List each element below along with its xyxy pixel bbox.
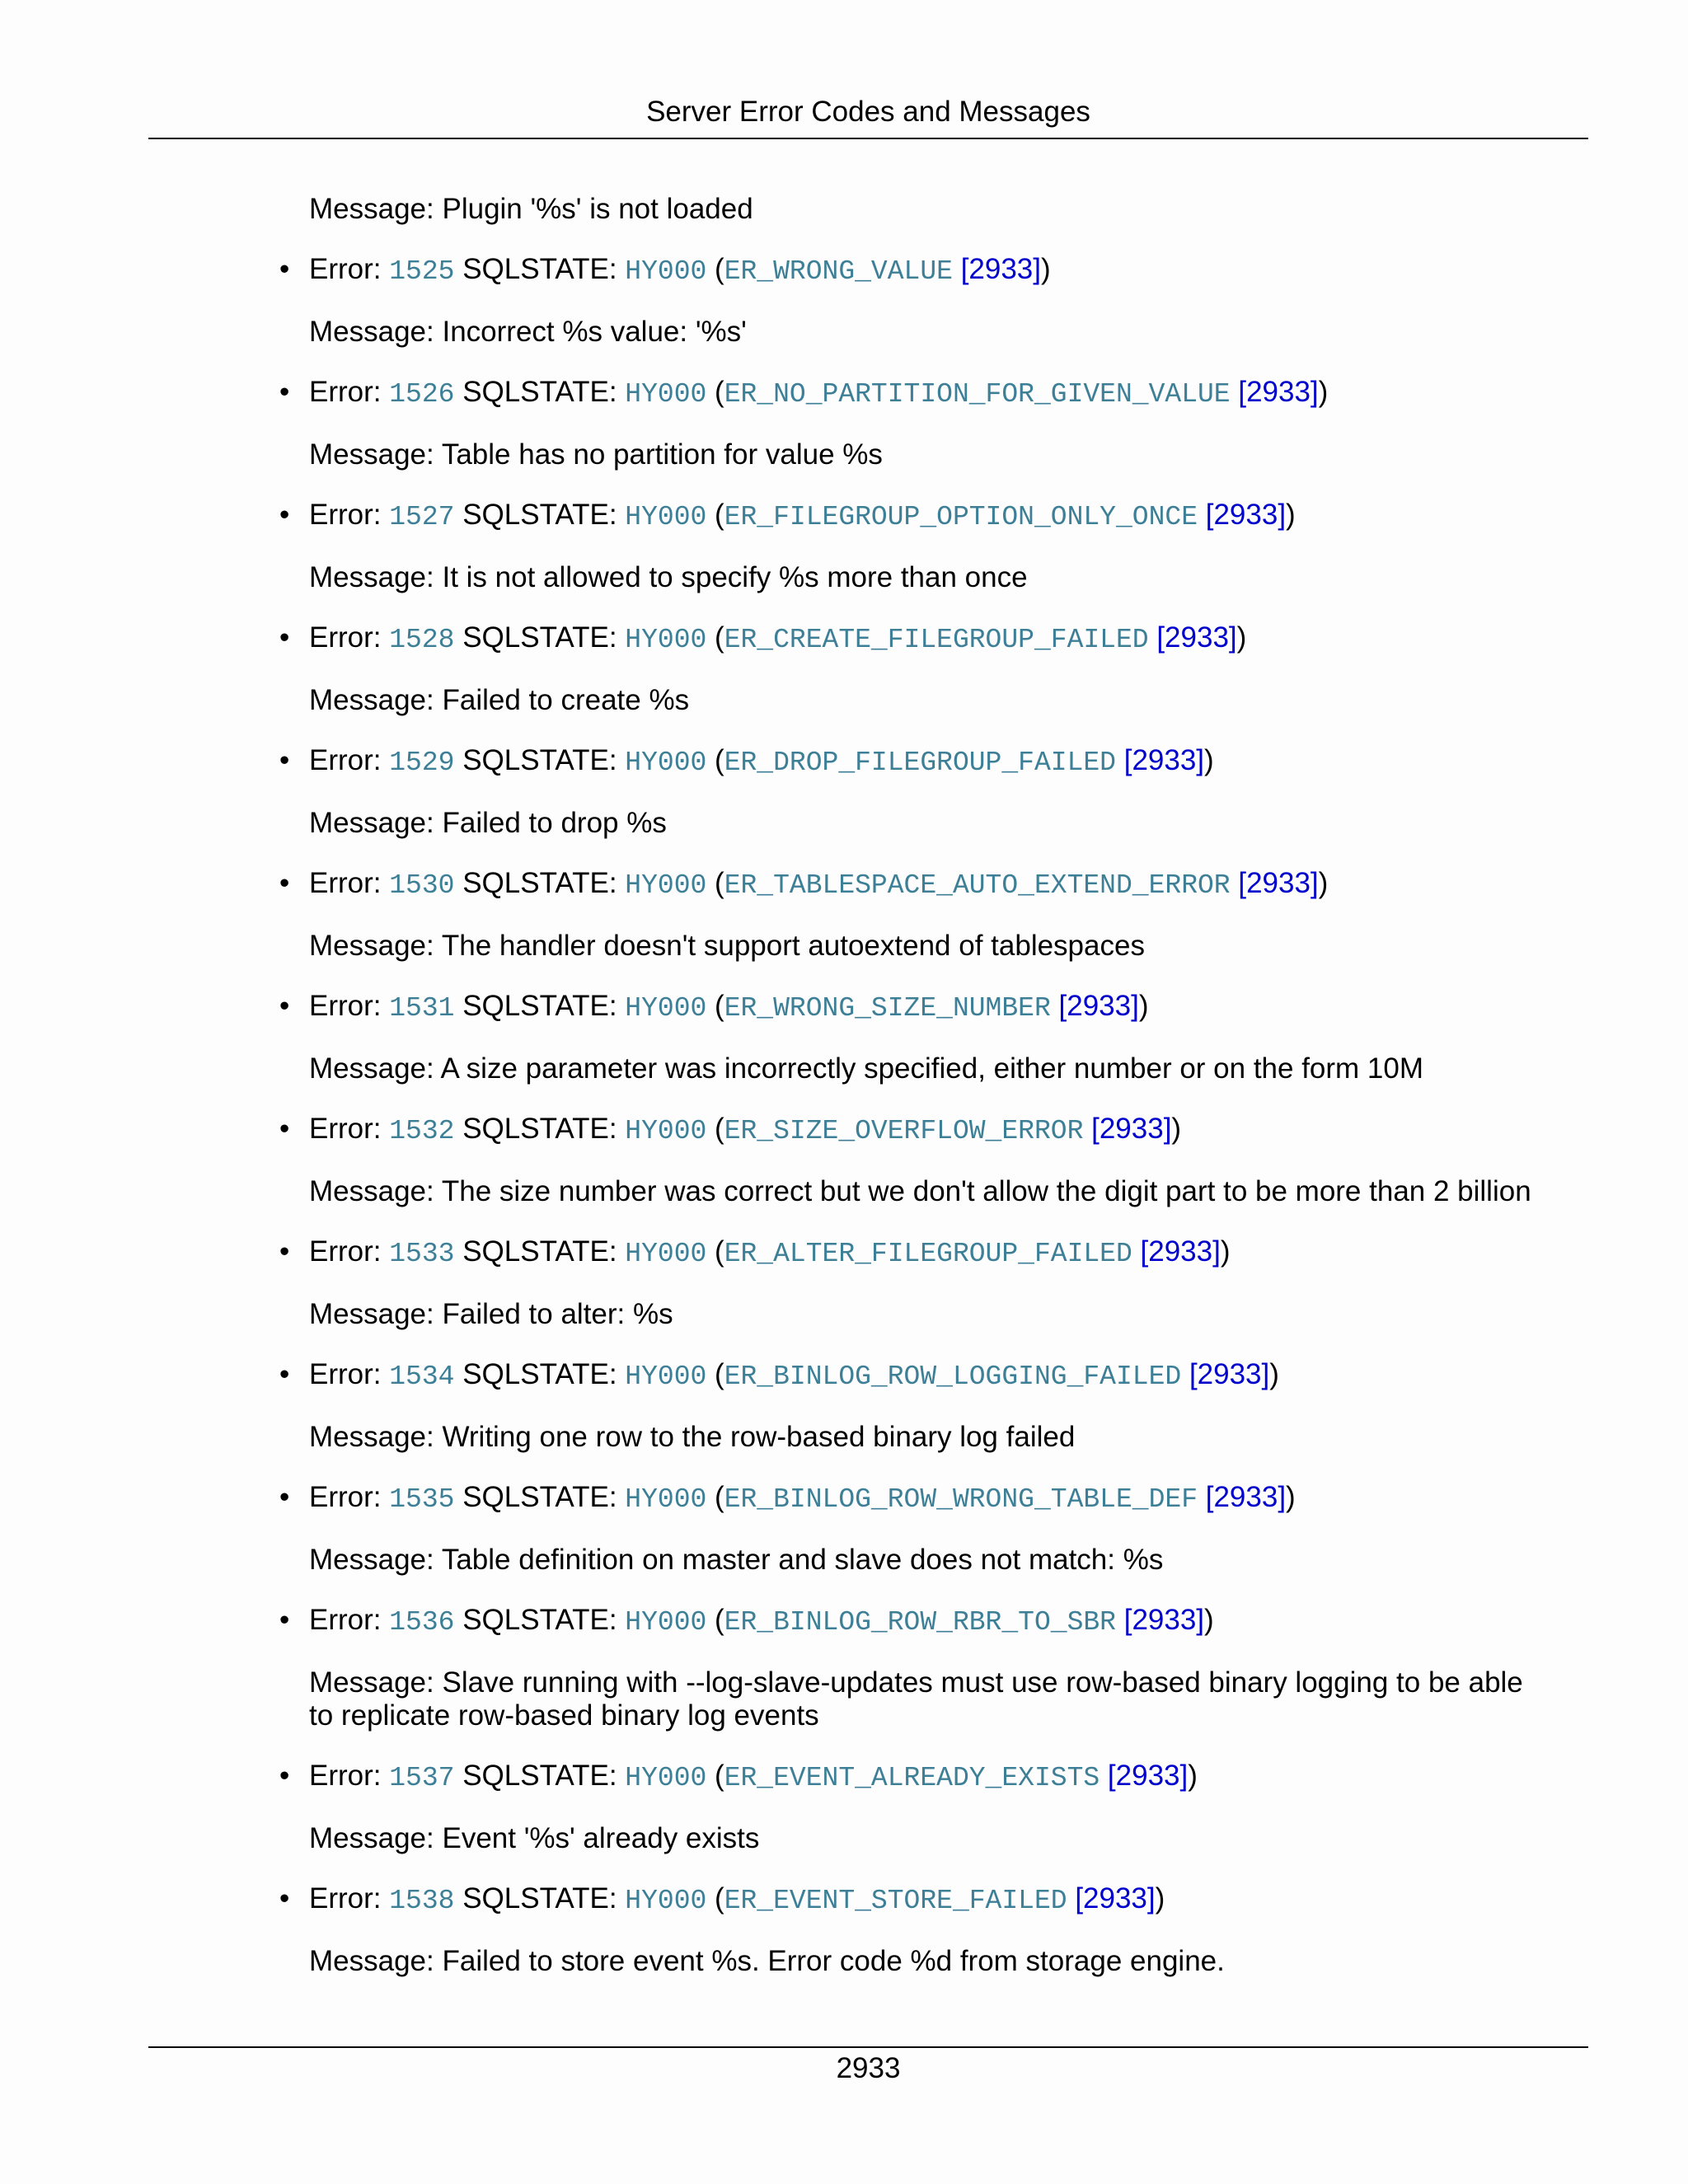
sqlstate-value: HY000 — [625, 748, 707, 778]
bullet: • — [279, 1760, 290, 1792]
error-message — [309, 438, 1545, 471]
error-code: 1538 — [389, 1886, 455, 1916]
error-symbol: ER_NO_PARTITION_FOR_GIVEN_VALUE — [724, 379, 1231, 410]
error-code: 1526 — [389, 379, 455, 410]
page-reference-link[interactable]: [2933] — [1091, 1113, 1172, 1145]
entries-container — [0, 253, 1688, 1978]
bullet: • — [279, 253, 290, 285]
bullet: • — [279, 499, 290, 531]
message-label: Message: — [309, 561, 434, 593]
error-symbol: ER_EVENT_ALREADY_EXISTS — [724, 1763, 1100, 1793]
bullet: • — [279, 990, 290, 1022]
error-label: Error: — [309, 1882, 382, 1915]
error-label: Error: — [309, 253, 382, 285]
page-reference-link[interactable]: [2933] — [1238, 867, 1319, 899]
error-message — [309, 684, 1545, 717]
message-text: Table has no partition for value %s — [441, 438, 883, 471]
error-label: Error: — [309, 1760, 382, 1792]
message-text: Failed to store event %s. Error code %d from storage engine. — [442, 1945, 1225, 1977]
sqlstate-label: SQLSTATE: — [462, 1604, 617, 1636]
sqlstate-label: SQLSTATE: — [462, 621, 617, 654]
message-text: The handler doesn't support autoextend of tablespaces — [441, 930, 1145, 962]
page-reference-link[interactable]: [2933] — [1205, 1481, 1287, 1513]
page-number: 2933 — [836, 2052, 901, 2084]
error-symbol: ER_BINLOG_ROW_WRONG_TABLE_DEF — [724, 1484, 1198, 1515]
message-label: Message: — [309, 1822, 434, 1854]
message-label: Message: — [309, 1052, 434, 1085]
error-message — [309, 1421, 1545, 1454]
sqlstate-value: HY000 — [625, 379, 707, 410]
error-symbol: ER_WRONG_SIZE_NUMBER — [724, 993, 1051, 1024]
error-list — [0, 193, 1688, 2005]
sqlstate-label: SQLSTATE: — [462, 744, 617, 776]
sqlstate-label: SQLSTATE: — [462, 376, 617, 408]
error-message — [309, 1544, 1545, 1577]
error-label: Error: — [309, 990, 382, 1022]
error-symbol: ER_DROP_FILEGROUP_FAILED — [724, 748, 1116, 778]
error-code: 1536 — [389, 1607, 455, 1638]
header-rule — [148, 138, 1588, 139]
error-code: 1532 — [389, 1116, 455, 1146]
error-label: Error: — [309, 1481, 382, 1513]
message-label: Message: — [309, 316, 434, 348]
error-message — [309, 316, 1545, 349]
bullet: • — [279, 1882, 290, 1915]
error-label: Error: — [309, 1235, 382, 1268]
sqlstate-label: SQLSTATE: — [462, 1882, 617, 1915]
page-reference-link[interactable]: [2933] — [1107, 1760, 1189, 1792]
page-header: Server Error Codes and Messages — [646, 96, 1090, 128]
error-entry: • Error: 1528 SQLSTATE: HY000 (ER_CREATE_FILEGROUP_FAILED [2933]) — [279, 621, 1247, 655]
message-label: Message: — [309, 438, 434, 471]
sqlstate-value: HY000 — [625, 256, 707, 287]
error-symbol: ER_BINLOG_ROW_RBR_TO_SBR — [724, 1607, 1116, 1638]
error-code: 1537 — [389, 1763, 455, 1793]
error-entry: • Error: 1535 SQLSTATE: HY000 (ER_BINLOG_ROW_WRONG_TABLE_DEF [2933]) — [279, 1481, 1296, 1515]
error-entry: • Error: 1527 SQLSTATE: HY000 (ER_FILEGROUP_OPTION_ONLY_ONCE [2933]) — [279, 499, 1296, 532]
bullet: • — [279, 376, 290, 408]
sqlstate-label: SQLSTATE: — [462, 253, 617, 285]
error-code: 1527 — [389, 502, 455, 532]
error-symbol: ER_WRONG_VALUE — [724, 256, 953, 287]
error-entry: • Error: 1526 SQLSTATE: HY000 (ER_NO_PARTITION_FOR_GIVEN_VALUE [2933]) — [279, 376, 1329, 410]
error-entry: • Error: 1529 SQLSTATE: HY000 (ER_DROP_FILEGROUP_FAILED [2933]) — [279, 744, 1214, 778]
error-label: Error: — [309, 499, 382, 531]
sqlstate-label: SQLSTATE: — [462, 1113, 617, 1145]
bullet: • — [279, 1113, 290, 1145]
error-entry: • Error: 1525 SQLSTATE: HY000 (ER_WRONG_VALUE [2933]) — [279, 253, 1051, 287]
message-label: Message: — [309, 930, 434, 962]
message-text: Writing one row to the row-based binary log failed — [442, 1421, 1076, 1453]
intro-message — [309, 193, 1545, 226]
sqlstate-value: HY000 — [625, 625, 707, 655]
message-text: Failed to create %s — [442, 684, 690, 716]
message-text: A size parameter was incorrectly specified, either number or on the form 10M — [440, 1052, 1424, 1085]
page-reference-link[interactable]: [2933] — [1205, 499, 1287, 531]
error-message — [309, 1666, 1545, 1732]
error-entry: • Error: 1530 SQLSTATE: HY000 (ER_TABLESPACE_AUTO_EXTEND_ERROR [2933]) — [279, 867, 1329, 901]
message-text: Table definition on master and slave does not match: %s — [441, 1544, 1164, 1576]
error-entry: • Error: 1532 SQLSTATE: HY000 (ER_SIZE_OVERFLOW_ERROR [2933]) — [279, 1113, 1182, 1146]
error-code: 1533 — [389, 1239, 455, 1269]
sqlstate-value: HY000 — [625, 1886, 707, 1916]
message-text: Slave running with --log-slave-updates must use row-based binary logging to be able to replicate row-based binary log events — [309, 1666, 1523, 1732]
error-code: 1529 — [389, 748, 455, 778]
error-message — [309, 1175, 1545, 1208]
message-label: Message: — [309, 193, 434, 225]
bullet: • — [279, 621, 290, 654]
error-symbol: ER_CREATE_FILEGROUP_FAILED — [724, 625, 1149, 655]
message-label: Message: — [309, 1544, 434, 1576]
error-symbol: ER_ALTER_FILEGROUP_FAILED — [724, 1239, 1132, 1269]
error-message — [309, 1052, 1545, 1085]
message-label: Message: — [309, 1945, 434, 1977]
message-label: Message: — [309, 807, 434, 839]
sqlstate-label: SQLSTATE: — [462, 867, 617, 899]
sqlstate-label: SQLSTATE: — [462, 990, 617, 1022]
error-entry: • Error: 1537 SQLSTATE: HY000 (ER_EVENT_ALREADY_EXISTS [2933]) — [279, 1760, 1198, 1793]
error-label: Error: — [309, 867, 382, 899]
message-label: Message: — [309, 684, 434, 716]
error-message — [309, 1298, 1545, 1331]
message-text: Event '%s' already exists — [442, 1822, 760, 1854]
error-entry: • Error: 1533 SQLSTATE: HY000 (ER_ALTER_FILEGROUP_FAILED [2933]) — [279, 1235, 1231, 1269]
page-reference-link[interactable]: [2933] — [1189, 1358, 1270, 1390]
error-label: Error: — [309, 744, 382, 776]
message-label: Message: — [309, 1421, 434, 1453]
bullet: • — [279, 867, 290, 899]
error-symbol: ER_BINLOG_ROW_LOGGING_FAILED — [724, 1361, 1182, 1392]
page-reference-link[interactable]: [2933] — [1058, 990, 1139, 1022]
error-code: 1528 — [389, 625, 455, 655]
sqlstate-value: HY000 — [625, 870, 707, 901]
message-label: Message: — [309, 1298, 434, 1330]
error-label: Error: — [309, 621, 382, 654]
error-label: Error: — [309, 376, 382, 408]
message-label: Message: — [309, 1666, 434, 1699]
error-message — [309, 561, 1545, 594]
error-code: 1531 — [389, 993, 455, 1024]
error-entry: • Error: 1536 SQLSTATE: HY000 (ER_BINLOG_ROW_RBR_TO_SBR [2933]) — [279, 1604, 1214, 1638]
sqlstate-label: SQLSTATE: — [462, 1358, 617, 1390]
error-symbol: ER_FILEGROUP_OPTION_ONLY_ONCE — [724, 502, 1198, 532]
message-text: It is not allowed to specify %s more than once — [442, 561, 1028, 593]
page-reference-link[interactable]: [2933] — [960, 253, 1041, 285]
error-code: 1534 — [389, 1361, 455, 1392]
bullet: • — [279, 1358, 290, 1390]
sqlstate-label: SQLSTATE: — [462, 1481, 617, 1513]
bullet: • — [279, 1235, 290, 1268]
sqlstate-label: SQLSTATE: — [462, 1760, 617, 1792]
error-message — [309, 930, 1545, 963]
message-text: The size number was correct but we don't allow the digit part to be more than 2 billion — [441, 1175, 1531, 1207]
error-code: 1525 — [389, 256, 455, 287]
error-label: Error: — [309, 1113, 382, 1145]
sqlstate-value: HY000 — [625, 1607, 707, 1638]
error-symbol: ER_TABLESPACE_AUTO_EXTEND_ERROR — [724, 870, 1231, 901]
sqlstate-value: HY000 — [625, 1361, 707, 1392]
sqlstate-value: HY000 — [625, 1484, 707, 1515]
sqlstate-value: HY000 — [625, 502, 707, 532]
page-reference-link[interactable]: [2933] — [1156, 621, 1237, 654]
error-label: Error: — [309, 1604, 382, 1636]
error-message — [309, 1822, 1545, 1855]
error-symbol: ER_SIZE_OVERFLOW_ERROR — [724, 1116, 1084, 1146]
sqlstate-value: HY000 — [625, 1763, 707, 1793]
message-text: Failed to alter: %s — [442, 1298, 673, 1330]
page-reference-link[interactable]: [2933] — [1075, 1882, 1156, 1915]
bullet: • — [279, 1481, 290, 1513]
bullet: • — [279, 1604, 290, 1636]
error-entry: • Error: 1531 SQLSTATE: HY000 (ER_WRONG_SIZE_NUMBER [2933]) — [279, 990, 1149, 1024]
error-entry: • Error: 1538 SQLSTATE: HY000 (ER_EVENT_STORE_FAILED [2933]) — [279, 1882, 1165, 1916]
message-text: Failed to drop %s — [442, 807, 667, 839]
error-label: Error: — [309, 1358, 382, 1390]
error-code: 1530 — [389, 870, 455, 901]
message-text: Incorrect %s value: '%s' — [442, 316, 747, 348]
error-code: 1535 — [389, 1484, 455, 1515]
page-reference-link[interactable]: [2933] — [1238, 376, 1319, 408]
sqlstate-label: SQLSTATE: — [462, 1235, 617, 1268]
page-reference-link[interactable]: [2933] — [1140, 1235, 1221, 1268]
error-entry: • Error: 1534 SQLSTATE: HY000 (ER_BINLOG_ROW_LOGGING_FAILED [2933]) — [279, 1358, 1279, 1392]
page-reference-link[interactable]: [2933] — [1123, 744, 1205, 776]
sqlstate-value: HY000 — [625, 993, 707, 1024]
error-message — [309, 1945, 1545, 1978]
sqlstate-value: HY000 — [625, 1116, 707, 1146]
error-message — [309, 807, 1545, 840]
page-reference-link[interactable]: [2933] — [1123, 1604, 1205, 1636]
error-symbol: ER_EVENT_STORE_FAILED — [724, 1886, 1067, 1916]
bullet: • — [279, 744, 290, 776]
sqlstate-value: HY000 — [625, 1239, 707, 1269]
message-text: Plugin '%s' is not loaded — [442, 193, 753, 225]
message-label: Message: — [309, 1175, 434, 1207]
footer-rule — [148, 2046, 1588, 2048]
sqlstate-label: SQLSTATE: — [462, 499, 617, 531]
